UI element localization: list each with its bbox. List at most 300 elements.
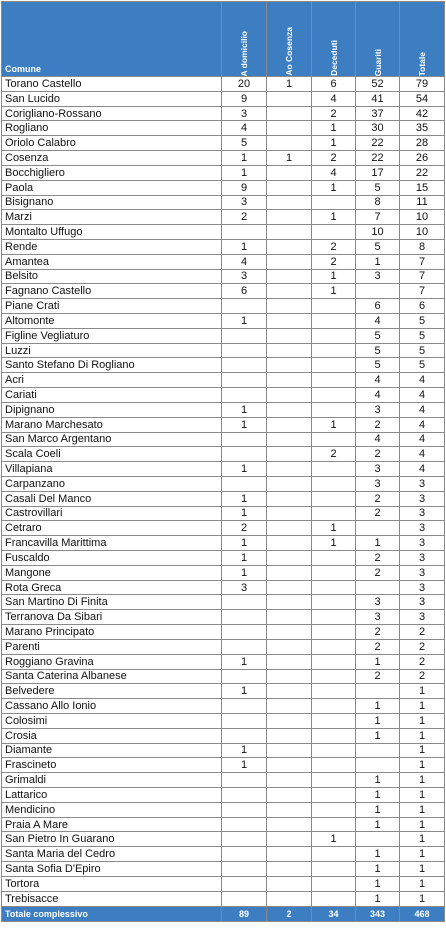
cell-ao-cosenza [267, 713, 312, 728]
cell-deceduti [312, 847, 356, 862]
cell-ao-cosenza [267, 417, 312, 432]
cell-totale: 5 [400, 358, 445, 373]
cell-comune: Corigliano-Rossano [2, 106, 222, 121]
cell-ao-cosenza [267, 239, 312, 254]
cell-guariti: 17 [356, 165, 400, 180]
cell-a-domicilio [222, 595, 267, 610]
cell-deceduti: 1 [312, 136, 356, 151]
cell-ao-cosenza [267, 210, 312, 225]
cell-guariti: 41 [356, 91, 400, 106]
cell-guariti [356, 758, 400, 773]
cell-a-domicilio: 2 [222, 521, 267, 536]
cell-guariti: 4 [356, 388, 400, 403]
cell-totale: 79 [400, 77, 445, 92]
cell-deceduti [312, 802, 356, 817]
cell-a-domicilio [222, 432, 267, 447]
cell-ao-cosenza [267, 521, 312, 536]
cell-a-domicilio: 4 [222, 254, 267, 269]
cell-totale: 1 [400, 758, 445, 773]
cell-a-domicilio [222, 891, 267, 906]
cell-deceduti [312, 862, 356, 877]
cell-ao-cosenza [267, 388, 312, 403]
cell-ao-cosenza [267, 180, 312, 195]
cell-deceduti [312, 728, 356, 743]
cell-comune: Figline Vegliaturo [2, 328, 222, 343]
cell-deceduti [312, 713, 356, 728]
cell-guariti: 1 [356, 817, 400, 832]
table-row [2, 121, 445, 136]
cell-a-domicilio: 1 [222, 491, 267, 506]
cell-ao-cosenza [267, 876, 312, 891]
cell-totale: 10 [400, 225, 445, 240]
cell-guariti: 2 [356, 639, 400, 654]
table-row [2, 299, 445, 314]
cell-deceduti [312, 654, 356, 669]
cell-ao-cosenza [267, 462, 312, 477]
total-label: Totale complessivo [2, 906, 222, 921]
cell-comune: Frascineto [2, 758, 222, 773]
cell-comune: Grimaldi [2, 773, 222, 788]
cell-comune: Santa Sofia D'Epiro [2, 862, 222, 877]
cell-comune: Amantea [2, 254, 222, 269]
cell-deceduti [312, 610, 356, 625]
cell-ao-cosenza [267, 106, 312, 121]
cell-totale: 1 [400, 728, 445, 743]
cell-totale: 3 [400, 491, 445, 506]
cell-deceduti [312, 343, 356, 358]
cell-deceduti: 1 [312, 180, 356, 195]
cell-ao-cosenza [267, 432, 312, 447]
header-row [2, 2, 445, 77]
table-row [2, 491, 445, 506]
table-row [2, 521, 445, 536]
cell-ao-cosenza [267, 817, 312, 832]
table-header [2, 2, 445, 77]
table-row [2, 225, 445, 240]
cell-a-domicilio: 9 [222, 180, 267, 195]
cell-totale: 4 [400, 447, 445, 462]
cell-ao-cosenza [267, 165, 312, 180]
cell-comune: Cariati [2, 388, 222, 403]
cell-guariti: 8 [356, 195, 400, 210]
cell-deceduti: 1 [312, 521, 356, 536]
cell-guariti: 5 [356, 328, 400, 343]
cell-ao-cosenza [267, 654, 312, 669]
cell-ao-cosenza [267, 195, 312, 210]
cell-totale: 3 [400, 595, 445, 610]
cell-deceduti [312, 373, 356, 388]
cell-ao-cosenza [267, 832, 312, 847]
table-row [2, 77, 445, 92]
cell-guariti [356, 684, 400, 699]
cell-ao-cosenza [267, 506, 312, 521]
cell-totale: 5 [400, 328, 445, 343]
cell-comune: Mangone [2, 565, 222, 580]
cell-guariti: 1 [356, 847, 400, 862]
cell-guariti [356, 580, 400, 595]
cell-comune: Cetraro [2, 521, 222, 536]
table-row [2, 417, 445, 432]
table-row [2, 773, 445, 788]
cell-ao-cosenza [267, 580, 312, 595]
table-row [2, 862, 445, 877]
table-row [2, 595, 445, 610]
cell-a-domicilio: 6 [222, 284, 267, 299]
cell-a-domicilio: 1 [222, 551, 267, 566]
cell-ao-cosenza [267, 595, 312, 610]
cell-a-domicilio: 3 [222, 106, 267, 121]
cell-comune: Marzi [2, 210, 222, 225]
cell-ao-cosenza [267, 284, 312, 299]
cell-deceduti [312, 639, 356, 654]
cell-deceduti: 1 [312, 210, 356, 225]
cell-guariti: 1 [356, 802, 400, 817]
table-row [2, 343, 445, 358]
cell-deceduti: 2 [312, 447, 356, 462]
cell-deceduti: 1 [312, 284, 356, 299]
cell-comune: Casali Del Manco [2, 491, 222, 506]
table-row [2, 314, 445, 329]
cell-totale: 4 [400, 417, 445, 432]
cell-deceduti [312, 565, 356, 580]
cell-totale: 5 [400, 314, 445, 329]
cell-a-domicilio: 1 [222, 743, 267, 758]
cell-guariti: 1 [356, 536, 400, 551]
cell-a-domicilio [222, 299, 267, 314]
cell-guariti: 2 [356, 551, 400, 566]
cell-deceduti: 2 [312, 106, 356, 121]
cell-guariti: 5 [356, 180, 400, 195]
cell-totale: 2 [400, 654, 445, 669]
cell-deceduti: 1 [312, 832, 356, 847]
cell-ao-cosenza [267, 788, 312, 803]
cell-guariti: 22 [356, 151, 400, 166]
cell-deceduti: 4 [312, 165, 356, 180]
cell-comune: Piane Crati [2, 299, 222, 314]
cell-deceduti: 1 [312, 417, 356, 432]
cell-comune: Rogliano [2, 121, 222, 136]
cell-totale: 2 [400, 625, 445, 640]
table-footer [2, 906, 445, 921]
cell-comune: Scala Coeli [2, 447, 222, 462]
cell-totale: 3 [400, 506, 445, 521]
cell-totale: 4 [400, 402, 445, 417]
cell-a-domicilio [222, 773, 267, 788]
cell-guariti: 3 [356, 402, 400, 417]
cell-comune: Santa Caterina Albanese [2, 669, 222, 684]
cell-totale: 3 [400, 536, 445, 551]
cell-a-domicilio [222, 847, 267, 862]
cell-comune: Terranova Da Sibari [2, 610, 222, 625]
cell-totale: 7 [400, 284, 445, 299]
table-row [2, 506, 445, 521]
cell-guariti: 2 [356, 417, 400, 432]
cell-deceduti [312, 788, 356, 803]
table-row [2, 328, 445, 343]
cell-guariti: 5 [356, 343, 400, 358]
cell-a-domicilio: 1 [222, 462, 267, 477]
cell-comune: Lattarico [2, 788, 222, 803]
table-row [2, 210, 445, 225]
cell-ao-cosenza [267, 269, 312, 284]
cell-a-domicilio [222, 788, 267, 803]
cell-a-domicilio [222, 610, 267, 625]
cell-a-domicilio: 20 [222, 77, 267, 92]
cell-comune: San Marco Argentano [2, 432, 222, 447]
cell-comune: San Pietro In Guarano [2, 832, 222, 847]
cell-totale: 28 [400, 136, 445, 151]
table-row [2, 758, 445, 773]
cell-totale: 22 [400, 165, 445, 180]
table-row [2, 284, 445, 299]
table-row [2, 625, 445, 640]
cell-totale: 3 [400, 565, 445, 580]
header-ao-cosenza-label: Ao Cosenza [284, 27, 294, 76]
cell-comune: Cosenza [2, 151, 222, 166]
cell-guariti: 30 [356, 121, 400, 136]
cell-comune: Marano Marchesato [2, 417, 222, 432]
cell-guariti: 3 [356, 476, 400, 491]
cell-ao-cosenza [267, 91, 312, 106]
cell-a-domicilio: 1 [222, 239, 267, 254]
cell-guariti: 22 [356, 136, 400, 151]
cell-a-domicilio: 9 [222, 91, 267, 106]
table-row [2, 373, 445, 388]
cell-comune: Parenti [2, 639, 222, 654]
cell-comune: Belvedere [2, 684, 222, 699]
cell-guariti: 3 [356, 462, 400, 477]
cell-a-domicilio [222, 802, 267, 817]
cell-a-domicilio [222, 358, 267, 373]
total-deceduti: 34 [312, 906, 356, 921]
cell-guariti: 37 [356, 106, 400, 121]
cell-a-domicilio [222, 225, 267, 240]
cell-a-domicilio [222, 876, 267, 891]
table-row [2, 447, 445, 462]
cell-totale: 10 [400, 210, 445, 225]
cell-ao-cosenza [267, 358, 312, 373]
cell-totale: 35 [400, 121, 445, 136]
cell-comune: Fuscaldo [2, 551, 222, 566]
table-row [2, 536, 445, 551]
cell-guariti: 1 [356, 654, 400, 669]
table-row [2, 151, 445, 166]
cell-comune: Oriolo Calabro [2, 136, 222, 151]
cell-deceduti [312, 432, 356, 447]
header-a-domicilio-label: A domicilio [239, 30, 249, 76]
cell-a-domicilio: 1 [222, 165, 267, 180]
cell-guariti: 1 [356, 876, 400, 891]
cell-deceduti [312, 506, 356, 521]
cell-guariti: 6 [356, 299, 400, 314]
cell-totale: 1 [400, 699, 445, 714]
table-row [2, 654, 445, 669]
total-guariti: 343 [356, 906, 400, 921]
cell-comune: Santo Stefano Di Rogliano [2, 358, 222, 373]
cell-ao-cosenza: 1 [267, 77, 312, 92]
cell-comune: Cassano Allo Ionio [2, 699, 222, 714]
cell-guariti: 2 [356, 625, 400, 640]
header-deceduti [312, 2, 356, 77]
cell-deceduti [312, 625, 356, 640]
cell-a-domicilio [222, 862, 267, 877]
cell-guariti: 5 [356, 358, 400, 373]
cell-deceduti: 1 [312, 536, 356, 551]
cell-guariti: 2 [356, 491, 400, 506]
cell-deceduti [312, 462, 356, 477]
cell-guariti: 52 [356, 77, 400, 92]
cell-comune: Trebisacce [2, 891, 222, 906]
table-row [2, 788, 445, 803]
cell-deceduti [312, 699, 356, 714]
table-row [2, 358, 445, 373]
cell-a-domicilio: 1 [222, 402, 267, 417]
cell-guariti: 1 [356, 788, 400, 803]
cell-deceduti [312, 743, 356, 758]
cell-deceduti: 4 [312, 91, 356, 106]
cell-guariti: 10 [356, 225, 400, 240]
cell-comune: Dipignano [2, 402, 222, 417]
cell-deceduti: 1 [312, 269, 356, 284]
cell-a-domicilio [222, 476, 267, 491]
table-row [2, 876, 445, 891]
cell-deceduti [312, 580, 356, 595]
cell-deceduti [312, 358, 356, 373]
cell-ao-cosenza [267, 299, 312, 314]
header-guariti [356, 2, 400, 77]
cell-comune: Altomonte [2, 314, 222, 329]
table-row [2, 728, 445, 743]
cell-ao-cosenza [267, 447, 312, 462]
cell-a-domicilio: 1 [222, 506, 267, 521]
header-totale [400, 2, 445, 77]
cell-guariti: 4 [356, 373, 400, 388]
cell-comune: Santa Maria del Cedro [2, 847, 222, 862]
table-row [2, 462, 445, 477]
cell-comune: Castrovillari [2, 506, 222, 521]
table-row [2, 565, 445, 580]
cell-comune: Praia A Mare [2, 817, 222, 832]
cell-deceduti [312, 388, 356, 403]
cell-comune: Diamante [2, 743, 222, 758]
table-row [2, 388, 445, 403]
cell-totale: 1 [400, 713, 445, 728]
cell-a-domicilio [222, 832, 267, 847]
cell-deceduti [312, 476, 356, 491]
cell-guariti: 1 [356, 891, 400, 906]
cell-deceduti [312, 876, 356, 891]
cell-ao-cosenza [267, 373, 312, 388]
cell-comune: Paola [2, 180, 222, 195]
cell-deceduti [312, 773, 356, 788]
cell-a-domicilio: 2 [222, 210, 267, 225]
cell-totale: 4 [400, 388, 445, 403]
cell-deceduti [312, 491, 356, 506]
cell-guariti [356, 284, 400, 299]
table-row [2, 106, 445, 121]
table-row [2, 713, 445, 728]
header-totale-label: Totale [417, 51, 427, 76]
cell-comune: Bocchigliero [2, 165, 222, 180]
cell-a-domicilio: 1 [222, 565, 267, 580]
table-row [2, 743, 445, 758]
cell-ao-cosenza [267, 743, 312, 758]
cell-deceduti [312, 669, 356, 684]
cell-totale: 4 [400, 432, 445, 447]
cell-ao-cosenza [267, 728, 312, 743]
cell-comune: Colosimi [2, 713, 222, 728]
cell-ao-cosenza [267, 343, 312, 358]
cell-totale: 1 [400, 743, 445, 758]
cell-a-domicilio: 4 [222, 121, 267, 136]
cell-a-domicilio [222, 388, 267, 403]
cell-comune: Montalto Uffugo [2, 225, 222, 240]
cell-guariti: 1 [356, 699, 400, 714]
cell-guariti: 4 [356, 314, 400, 329]
cell-totale: 1 [400, 802, 445, 817]
data-table-container [1, 1, 444, 922]
table-row [2, 432, 445, 447]
cell-totale: 3 [400, 610, 445, 625]
cell-comune: Tortora [2, 876, 222, 891]
table-row [2, 684, 445, 699]
cell-guariti [356, 832, 400, 847]
cell-deceduti [312, 225, 356, 240]
cell-totale: 8 [400, 239, 445, 254]
table-body [2, 77, 445, 907]
cell-deceduti [312, 684, 356, 699]
cell-ao-cosenza [267, 862, 312, 877]
cell-totale: 3 [400, 580, 445, 595]
cell-ao-cosenza [267, 328, 312, 343]
table-row [2, 832, 445, 847]
cell-guariti: 5 [356, 239, 400, 254]
cell-ao-cosenza [267, 773, 312, 788]
cell-deceduti: 2 [312, 239, 356, 254]
cell-a-domicilio [222, 328, 267, 343]
table-row [2, 817, 445, 832]
table-row [2, 136, 445, 151]
table-row [2, 239, 445, 254]
cell-deceduti [312, 891, 356, 906]
cell-guariti: 1 [356, 254, 400, 269]
table-row [2, 476, 445, 491]
cell-totale: 4 [400, 462, 445, 477]
cell-ao-cosenza [267, 625, 312, 640]
cell-ao-cosenza [267, 121, 312, 136]
table-row [2, 551, 445, 566]
table-row [2, 580, 445, 595]
cell-a-domicilio [222, 728, 267, 743]
cell-ao-cosenza [267, 639, 312, 654]
cell-a-domicilio: 1 [222, 536, 267, 551]
header-comune [2, 2, 222, 77]
cell-totale: 7 [400, 254, 445, 269]
table-row [2, 699, 445, 714]
cell-guariti: 2 [356, 669, 400, 684]
cell-a-domicilio: 3 [222, 195, 267, 210]
cell-ao-cosenza [267, 476, 312, 491]
cell-comune: Luzzi [2, 343, 222, 358]
cell-a-domicilio [222, 817, 267, 832]
cell-guariti: 7 [356, 210, 400, 225]
cell-a-domicilio: 1 [222, 314, 267, 329]
comuni-table [1, 1, 445, 922]
table-row [2, 639, 445, 654]
cell-a-domicilio [222, 343, 267, 358]
cell-ao-cosenza [267, 551, 312, 566]
cell-guariti: 3 [356, 610, 400, 625]
